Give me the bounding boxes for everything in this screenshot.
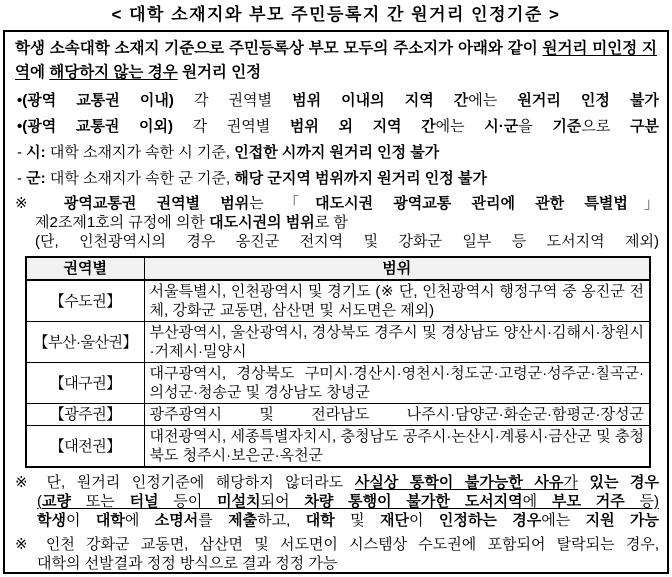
table-row-daegu bbox=[26, 363, 650, 404]
region-label: 【대전권】 bbox=[26, 426, 144, 468]
region-label: 【광주권】 bbox=[26, 404, 144, 426]
law-note-line-1: ※ 광역교통권 권역별 범위는 「대도시권 광역교통 관리에 관한 특별법」 bbox=[15, 195, 659, 212]
law-note-line-2: 제2조제1호의 규정에 의한 대도시권의 범위로 함 bbox=[35, 214, 348, 231]
region-scope: 서울특별시, 인천광역시 및 경기도 (※ 단, 인천광역시 행정구역 중 옹진군 전체, 강화군 교동면, 삼산면 및 서도면은 제외) bbox=[144, 280, 650, 322]
region-label: 【대구권】 bbox=[26, 363, 144, 404]
law-note bbox=[13, 194, 659, 251]
exception-note-line-3: 학생이 대학에 소명서를 제출하고, 대학 및 재단이 인정하는 경우에는 지원 가능 bbox=[37, 512, 659, 529]
rule-city: - 시: 대학 소재지가 속한 시 기준, 인접한 시까지 원거리 인정 불가 bbox=[17, 144, 440, 161]
rule-metro-within: •(광역 교통권 이내) 각 권역별 범위 이내의 지역 간에는 원거리 인정 불가 bbox=[17, 92, 659, 109]
system-note bbox=[13, 535, 659, 573]
system-note-line-2: 대학의 선발결과 정정 방식으로 결과 정정 가능 bbox=[37, 555, 338, 572]
criteria-box bbox=[3, 30, 669, 574]
rule-county: - 군: 대학 소재지가 속한 군 기준, 해당 군지역 범위까지 원거리 인정 불가 bbox=[17, 170, 487, 187]
exception-note-line-2: (교량 또는 터널 등이 미설치되어 차량 통행이 불가한 도서지역에 부모 거주 등) bbox=[37, 493, 659, 510]
table-row-daejeon bbox=[26, 426, 650, 468]
column-header-region: 권역별 bbox=[26, 257, 144, 280]
region-scope: 대구광역시, 경상북도 구미시·경산시·영천시·청도군·고령군·성주군·칠곡군·의성군·청송군 및 경상남도 창녕군 bbox=[144, 363, 650, 404]
system-note-line-1: ※ 인천 강화군 교동면, 삼산면 및 서도면이 시스템상 수도권에 포함되어 탈락되는 경우, bbox=[15, 536, 659, 553]
region-label: 【수도권】 bbox=[26, 280, 144, 322]
table-row-busan-ulsan bbox=[26, 322, 650, 363]
region-label: 【부산·울산권】 bbox=[26, 322, 144, 363]
region-scope: 부산광역시, 울산광역시, 경상북도 경주시 및 경상남도 양산시·김해시·창원시·거제시·밀양시 bbox=[144, 322, 650, 363]
intro-paragraph: 학생 소속대학 소재지 기준으로 주민등록상 부모 모두의 주소지가 아래와 같이 원거리 미인정 지역에 해당하지 않는 경우 원거리 인정 bbox=[15, 40, 657, 81]
exception-note-line-1: ※ 단, 원거리 인정기준에 해당하지 않더라도 사실상 통학이 불가능한 사유가 있는 경우 bbox=[15, 474, 659, 491]
region-scope: 광주광역시 및 전라남도 나주시·담양군·화순군·함평군·장성군 bbox=[144, 404, 650, 426]
region-scope: 대전광역시, 세종특별자치시, 충청남도 공주시·논산시·계룡시·금산군 및 충청북도 청주시·보은군·옥천군 bbox=[144, 426, 650, 468]
table-row-gwangju bbox=[26, 404, 650, 426]
law-note-line-3: (단, 인천광역시의 경우 옹진군 전지역 및 강화군 일부 등 도서지역 제외) bbox=[35, 233, 659, 250]
page-title: < 대학 소재지와 부모 주민등록지 간 원거리 인정기준 > bbox=[111, 5, 561, 24]
rule-metro-outside: •(광역 교통권 이외) 각 권역별 범위 외 지역 간에는 시·군을 기준으로 구분 bbox=[17, 118, 659, 135]
region-table bbox=[25, 256, 651, 468]
table-row-sudogwon bbox=[26, 280, 650, 322]
table-header-row bbox=[26, 257, 650, 280]
column-header-scope: 범위 bbox=[144, 257, 650, 280]
exception-note bbox=[13, 473, 659, 530]
